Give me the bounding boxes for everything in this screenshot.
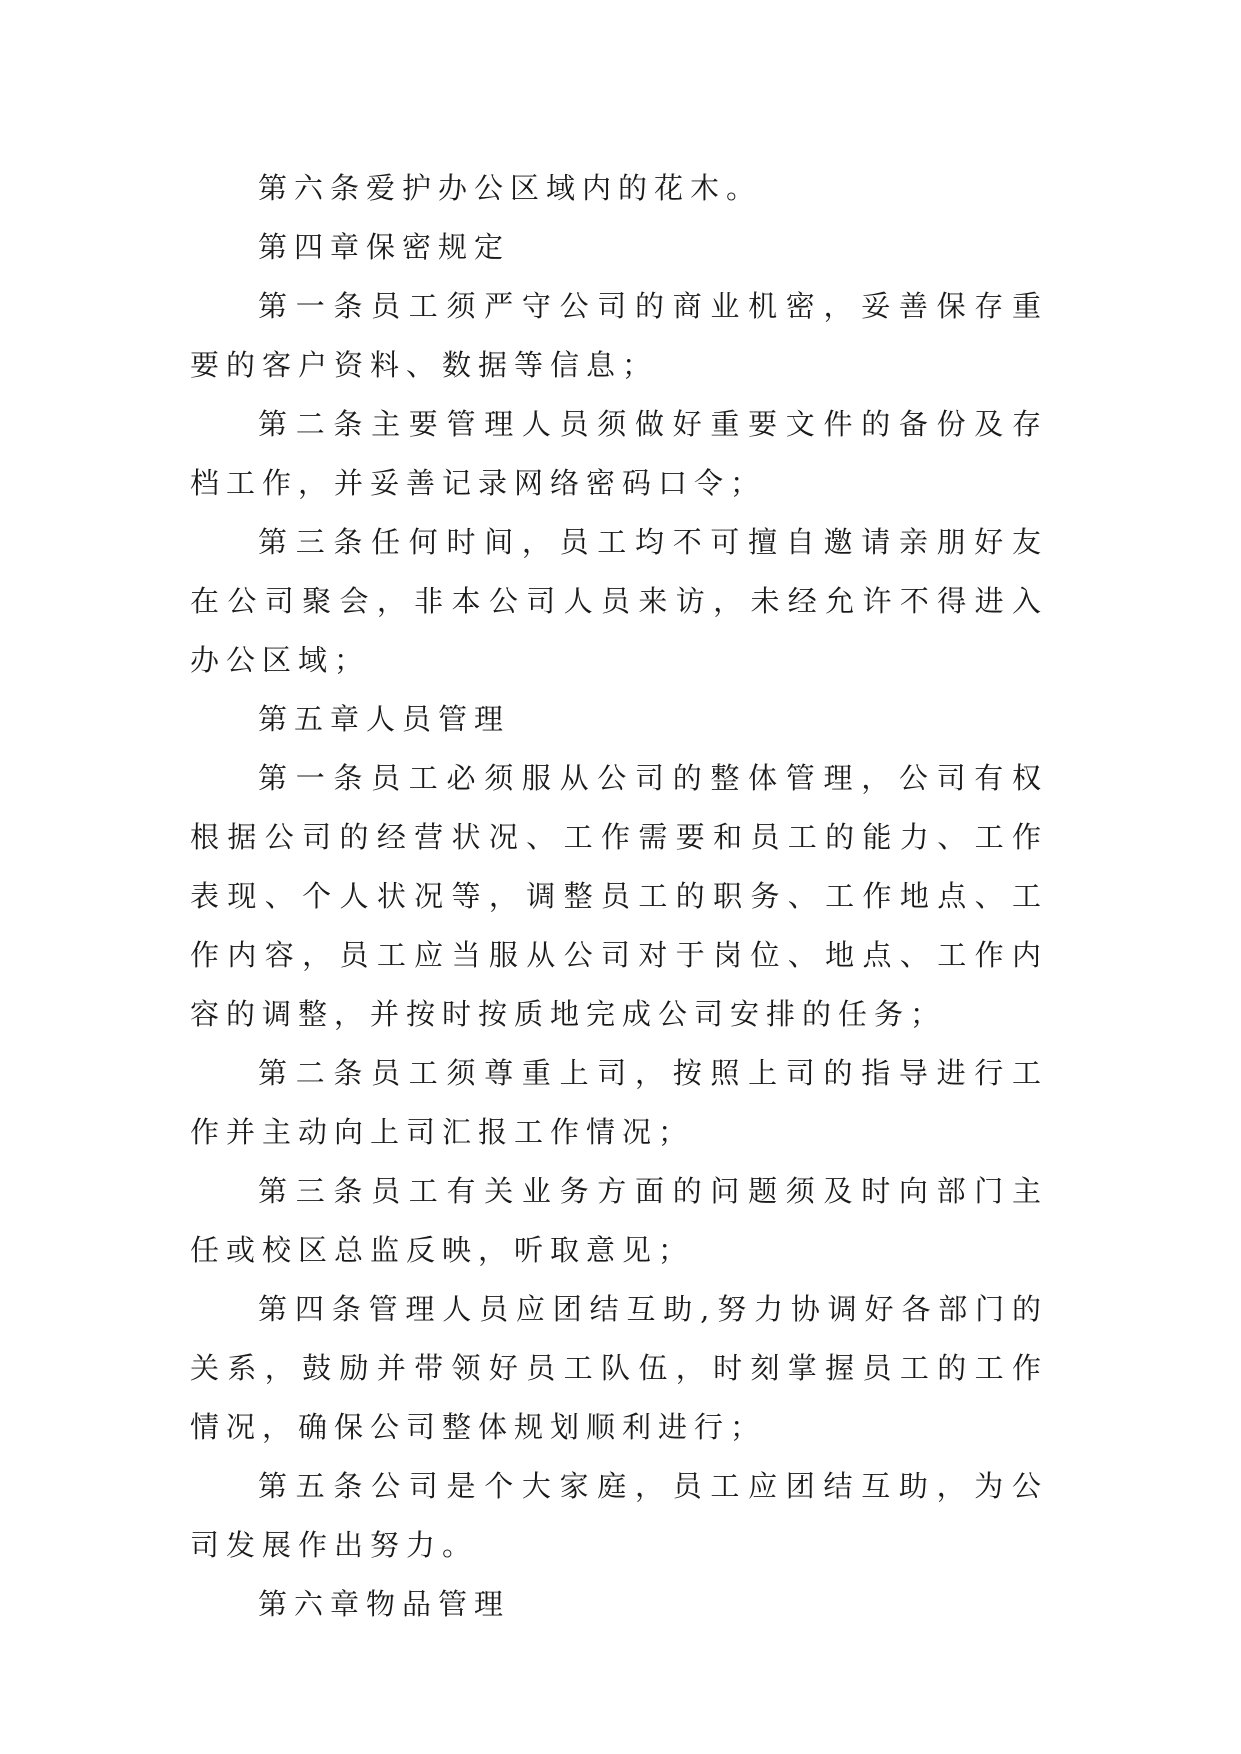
article-paragraph: 第五条公司是个大家庭，员工应团结互助，为公司发展作出努力。 (190, 1469, 1048, 1562)
chapter-heading: 第四章保密规定 (258, 230, 511, 264)
article-paragraph: 第二条员工须尊重上司，按照上司的指导进行工作并主动向上司汇报工作情况； (190, 1056, 1048, 1149)
article-paragraph: 第一条员工须严守公司的商业机密，妥善保存重要的客户资料、数据等信息； (190, 289, 1048, 382)
article-paragraph: 第三条任何时间，员工均不可擅自邀请亲朋好友在公司聚会，非本公司人员来访，未经允许不得进入办公区域； (190, 525, 1048, 677)
article-paragraph: 第四条管理人员应团结互助,努力协调好各部门的关系，鼓励并带领好员工队伍，时刻掌握员工的工作情况，确保公司整体规划顺利进行； (190, 1292, 1048, 1444)
article-paragraph: 第六条爱护办公区域内的花木。 (258, 171, 763, 205)
chapter-heading: 第五章人员管理 (258, 702, 511, 736)
chapter-heading: 第六章物品管理 (258, 1587, 511, 1621)
article-paragraph: 第一条员工必须服从公司的整体管理，公司有权根据公司的经营状况、工作需要和员工的能力、工作表现、个人状况等，调整员工的职务、工作地点、工作内容，员工应当服从公司对于岗位、地点、工作内容的调整，并按时按质地完成公司安排的任务； (190, 761, 1048, 1031)
document-body (190, 159, 1048, 1634)
article-paragraph: 第三条员工有关业务方面的问题须及时向部门主任或校区总监反映，听取意见； (190, 1174, 1048, 1267)
article-paragraph: 第二条主要管理人员须做好重要文件的备份及存档工作，并妥善记录网络密码口令； (190, 407, 1048, 500)
